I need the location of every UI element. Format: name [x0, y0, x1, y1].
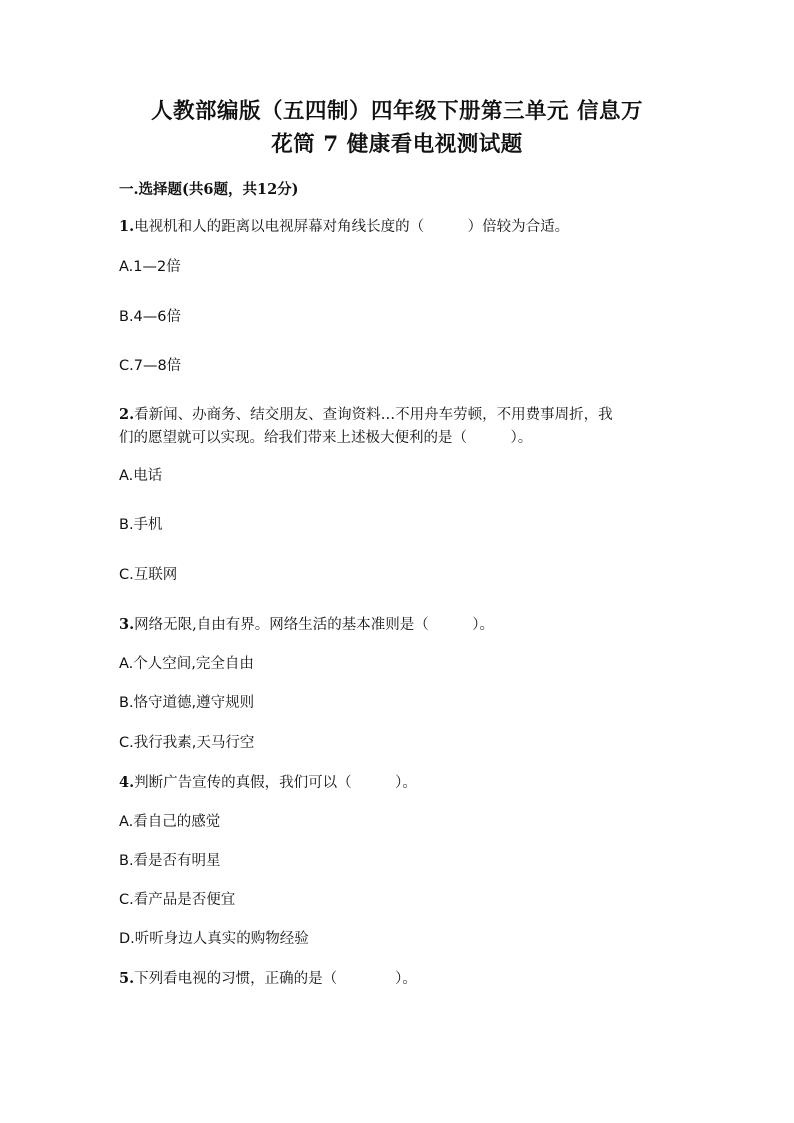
question-text-line-1: 看新闻、办商务、结交朋友、查询资料…不用舟车劳顿，不用费事周折，我	[134, 407, 613, 423]
page-title-line-2: 花筒 7 健康看电视测试题	[271, 132, 523, 157]
question-2-option-c: C.互联网	[119, 567, 178, 583]
question-3	[119, 618, 679, 633]
question-number: 1.	[119, 218, 135, 235]
section-heading: 一.选择题(共6题，共12分)	[119, 181, 299, 198]
question-4	[119, 776, 679, 791]
question-4-option-d: D.听听身边人真实的购物经验	[119, 931, 309, 947]
question-text: 网络无限,自由有界。网络生活的基本准则是（ ）。	[134, 617, 494, 633]
question-4-option-b: B.看是否有明星	[119, 853, 221, 869]
question-3-option-c: C.我行我素,天马行空	[119, 735, 255, 751]
question-3-option-b: B.恪守道德,遵守规则	[119, 695, 255, 711]
question-2-continued: 们的愿望就可以实现。给我们带来上述极大便利的是（ ）。	[119, 430, 533, 446]
question-2	[119, 408, 679, 423]
question-4-option-a: A.看自己的感觉	[119, 814, 221, 830]
question-1	[119, 220, 679, 235]
question-1-option-c: C.7—8倍	[119, 358, 182, 374]
question-number: 3.	[119, 616, 135, 633]
question-4-option-c: C.看产品是否便宜	[119, 892, 236, 908]
question-text: 电视机和人的距离以电视屏幕对角线长度的（ ）倍较为合适。	[134, 219, 570, 235]
question-number: 4.	[119, 774, 135, 791]
question-1-option-b: B.4—6倍	[119, 309, 182, 325]
question-number: 5.	[119, 970, 135, 987]
question-2-option-a: A.电话	[119, 468, 163, 484]
question-number: 2.	[119, 406, 135, 423]
page-title-line-1: 人教部编版（五四制）四年级下册第三单元 信息万	[151, 99, 643, 124]
question-text: 判断广告宣传的真假，我们可以（ ）。	[134, 775, 417, 791]
question-1-option-a: A.1—2倍	[119, 259, 181, 275]
question-2-option-b: B.手机	[119, 517, 163, 533]
question-5	[119, 972, 679, 987]
question-3-option-a: A.个人空间,完全自由	[119, 656, 254, 672]
question-text: 下列看电视的习惯，正确的是（ ）。	[134, 971, 417, 987]
